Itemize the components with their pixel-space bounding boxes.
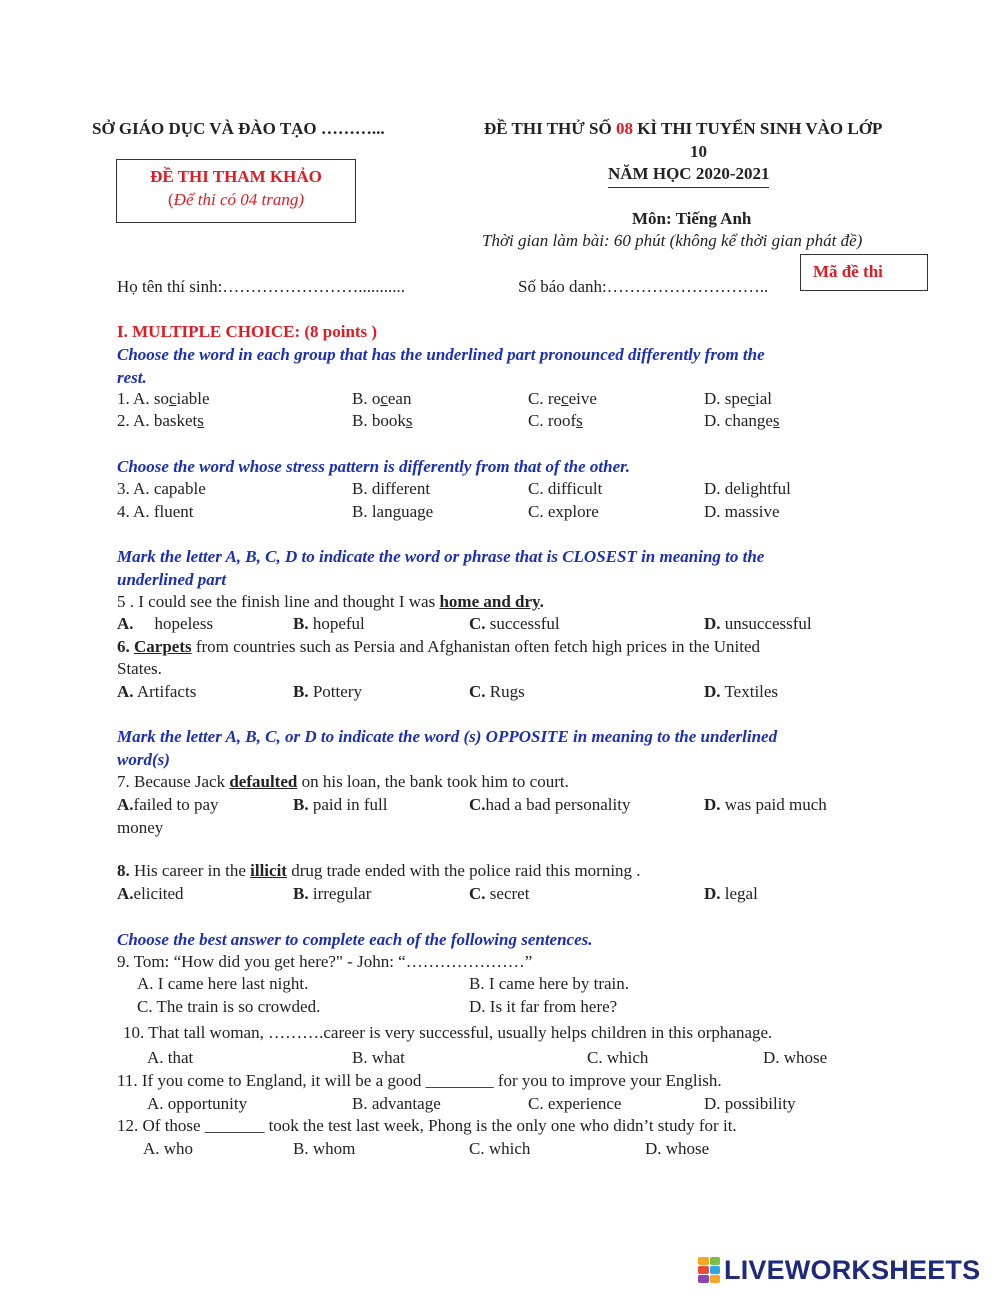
- q3-option-c[interactable]: C. difficult: [528, 479, 603, 498]
- q7-option-c[interactable]: C.had a bad personality: [469, 795, 631, 814]
- reference-exam-pages: (Để thi có 04 trang): [168, 190, 304, 209]
- q12-option-a[interactable]: A. who: [143, 1139, 194, 1158]
- q6-option-c[interactable]: C. Rugs: [469, 682, 525, 701]
- q10-stem: 10. That tall woman, ……….career is very successful, usually helps children in this orphanage.: [123, 1023, 773, 1042]
- q1-option-b[interactable]: B. ocean: [352, 389, 412, 408]
- q4-option-a[interactable]: 4. A. fluent: [117, 502, 194, 521]
- q5-option-a[interactable]: A. hopeless: [117, 614, 214, 633]
- q6-stem: 6. Carpets from countries such as Persia and Afghanistan often fetch high prices in the United: [117, 637, 761, 656]
- q7-option-d[interactable]: D. was paid much: [704, 795, 827, 814]
- q6-stem-cont: States.: [117, 659, 162, 678]
- reference-exam-box: [116, 159, 356, 223]
- exam-code-label: Mã đề thi: [813, 262, 883, 281]
- section-title: I. MULTIPLE CHOICE: (8 points ): [117, 322, 378, 341]
- q10-option-d[interactable]: D. whose: [763, 1048, 828, 1067]
- q5-stem: 5 . I could see the finish line and thought I was home and dry.: [117, 592, 544, 611]
- q5-option-d[interactable]: D. unsuccessful: [704, 614, 812, 633]
- q2-option-d[interactable]: D. changes: [704, 411, 780, 430]
- q9-option-c[interactable]: C. The train is so crowded.: [137, 997, 321, 1016]
- q5-option-b[interactable]: B. hopeful: [293, 614, 365, 633]
- instruction-pronunciation: Choose the word in each group that has the underlined part pronounced differently from the: [117, 345, 765, 364]
- q11-option-a[interactable]: A. opportunity: [147, 1094, 248, 1113]
- q8-option-a[interactable]: A.elicited: [117, 884, 184, 903]
- instruction-closest-cont: underlined part: [117, 570, 227, 589]
- instruction-opposite-cont: word(s): [117, 750, 170, 769]
- q9-stem: 9. Tom: “How did you get here?" - John: “…………………”: [117, 952, 533, 971]
- liveworksheets-logo-text: LIVEWORKSHEETS: [724, 1254, 981, 1285]
- q7-option-d-cont: money: [117, 818, 164, 837]
- q8-option-c[interactable]: C. secret: [469, 884, 530, 903]
- q1-option-a[interactable]: 1. A. sociable: [117, 389, 210, 408]
- candidate-name-field[interactable]: Họ tên thí sinh:……………………...........: [117, 277, 406, 296]
- q8-stem: 8. His career in the illicit drug trade ended with the police raid this morning .: [117, 861, 641, 880]
- q2-option-b[interactable]: B. books: [352, 411, 413, 430]
- liveworksheets-logo[interactable]: [698, 1252, 980, 1288]
- q2-option-c[interactable]: C. roofs: [528, 411, 583, 430]
- exam-title: ĐỀ THI THỬ SỐ 08 KÌ THI TUYỂN SINH VÀO LỚP: [484, 119, 883, 138]
- candidate-number-field[interactable]: Số báo danh:………………………..: [518, 277, 769, 296]
- q10-option-c[interactable]: C. which: [587, 1048, 649, 1067]
- q8-option-b[interactable]: B. irregular: [293, 884, 372, 903]
- q5-option-c[interactable]: C. successful: [469, 614, 560, 633]
- reference-exam-title: ĐỀ THI THAM KHẢO: [150, 167, 322, 186]
- instruction-best-answer: Choose the best answer to complete each of the following sentences.: [117, 930, 593, 949]
- q2-option-a[interactable]: 2. A. baskets: [117, 411, 204, 430]
- q10-option-a[interactable]: A. that: [147, 1048, 194, 1067]
- q9-option-b[interactable]: B. I came here by train.: [469, 974, 630, 993]
- q1-option-c[interactable]: C. receive: [528, 389, 597, 408]
- q6-option-a[interactable]: A. Artifacts: [117, 682, 197, 701]
- instruction-pronunciation-cont: rest.: [117, 368, 147, 387]
- q7-option-b[interactable]: B. paid in full: [293, 795, 388, 814]
- q3-option-d[interactable]: D. delightful: [704, 479, 791, 498]
- q11-option-b[interactable]: B. advantage: [352, 1094, 441, 1113]
- q12-option-b[interactable]: B. whom: [293, 1139, 356, 1158]
- q4-option-c[interactable]: C. explore: [528, 502, 599, 521]
- q8-option-d[interactable]: D. legal: [704, 884, 758, 903]
- time-allowed: Thời gian làm bài: 60 phút (không kể thời gian phát đề): [482, 231, 863, 250]
- q6-option-d[interactable]: D. Textiles: [704, 682, 779, 701]
- q11-option-d[interactable]: D. possibility: [704, 1094, 796, 1113]
- q3-option-b[interactable]: B. different: [352, 479, 431, 498]
- liveworksheets-logo-icon: [698, 1257, 720, 1283]
- instruction-opposite: Mark the letter A, B, C, or D to indicate the word (s) OPPOSITE in meaning to the underlined: [117, 727, 778, 746]
- q10-option-b[interactable]: B. what: [352, 1048, 405, 1067]
- instruction-stress: Choose the word whose stress pattern is differently from that of the other.: [117, 457, 631, 476]
- q4-option-b[interactable]: B. language: [352, 502, 434, 521]
- school-year: NĂM HỌC 2020-2021: [608, 163, 769, 188]
- instruction-closest: Mark the letter A, B, C, D to indicate the word or phrase that is CLOSEST in meaning to the: [117, 547, 765, 566]
- q9-option-d[interactable]: D. Is it far from here?: [469, 997, 618, 1016]
- exam-title-grade: 10: [690, 142, 707, 161]
- q12-option-d[interactable]: D. whose: [645, 1139, 710, 1158]
- exam-code-box[interactable]: [800, 254, 928, 291]
- subject: Môn: Tiếng Anh: [632, 209, 752, 228]
- q9-option-a[interactable]: A. I came here last night.: [137, 974, 309, 993]
- school-department: SỞ GIÁO DỤC VÀ ĐÀO TẠO ………...: [92, 119, 385, 138]
- q4-option-d[interactable]: D. massive: [704, 502, 780, 521]
- q1-option-d[interactable]: D. special: [704, 389, 772, 408]
- q3-option-a[interactable]: 3. A. capable: [117, 479, 206, 498]
- q7-option-a[interactable]: A.failed to pay: [117, 795, 219, 814]
- q12-option-c[interactable]: C. which: [469, 1139, 531, 1158]
- q6-option-b[interactable]: B. Pottery: [293, 682, 362, 701]
- q7-stem: 7. Because Jack defaulted on his loan, the bank took him to court.: [117, 772, 569, 791]
- q12-stem: 12. Of those _______ took the test last week, Phong is the only one who didn’t study for it.: [117, 1116, 737, 1135]
- q11-stem: 11. If you come to England, it will be a good ________ for you to improve your English.: [117, 1071, 722, 1090]
- q11-option-c[interactable]: C. experience: [528, 1094, 622, 1113]
